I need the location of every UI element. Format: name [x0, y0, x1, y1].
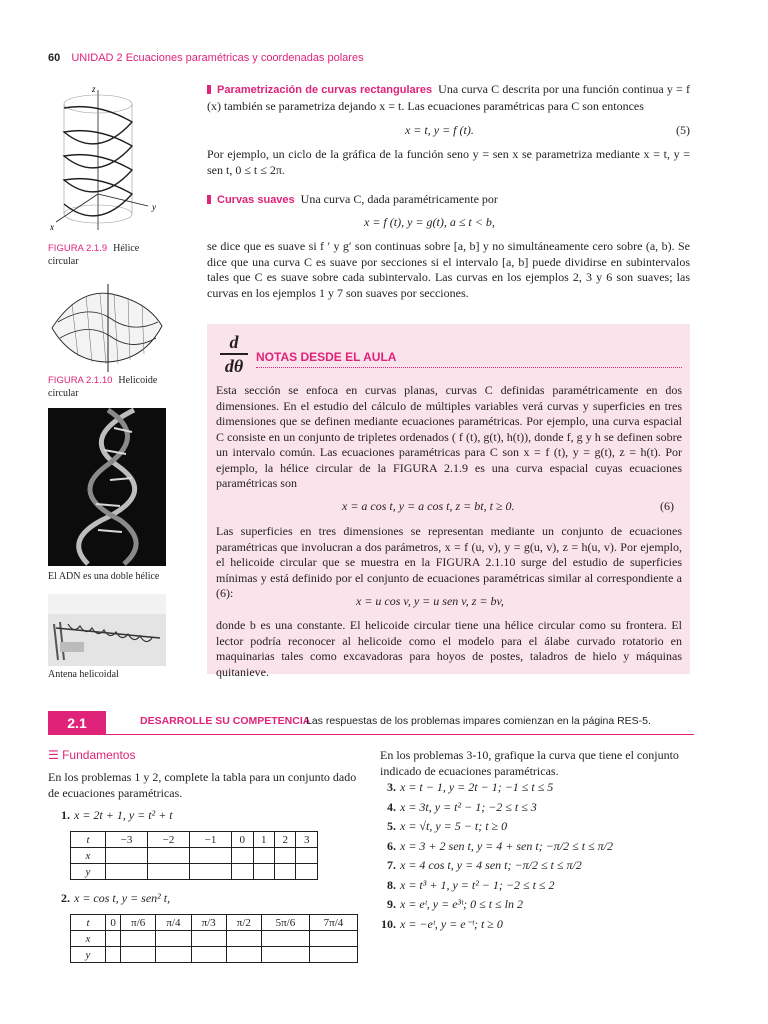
- equation-6: x = a cos t, y = a cos t, z = bt, t ≥ 0.: [342, 499, 515, 513]
- param-heading: Parametrización de curvas rectangulares: [217, 84, 433, 96]
- intro-right: En los problemas 3-10, grafique la curva que tiene el conjunto indicado de ecuaciones paramétricas.: [380, 748, 679, 778]
- table-cell: t: [86, 833, 90, 846]
- problem-number: 7.: [387, 858, 396, 872]
- list-item: [380, 895, 690, 915]
- helix-figure: [48, 82, 168, 240]
- problem-number: 5.: [387, 819, 396, 833]
- figure-label-2-1-9: FIGURA 2.1.9: [48, 243, 108, 254]
- table-cell: 0: [232, 832, 253, 848]
- figure-caption-helicoid: [48, 374, 158, 400]
- notes-para3: donde b es una constante. El helicoide circular tiene una hélice circular como su frontera. El lector podría reconocer al helicoide como el modelo para el álabe curvado rotatorio en maquinarias tales como excavadoras para hoyos de postes, taladros de hielo y máquinas quitanieve.: [216, 618, 682, 679]
- table-1: [70, 831, 318, 880]
- problem-1: [54, 806, 173, 826]
- table-cell-empty[interactable]: [106, 931, 121, 947]
- problem-text: x = cos t, y = sen² t,: [74, 891, 171, 905]
- table-cell: 0: [106, 915, 121, 931]
- notes-title: NOTAS DESDE EL AULA: [256, 350, 397, 364]
- figure-caption-helix: [48, 242, 158, 268]
- problem-text: x = −eᵗ, y = e⁻ᵗ; t ≥ 0: [400, 916, 503, 931]
- table-cell-empty[interactable]: [309, 931, 357, 947]
- table-cell-empty[interactable]: [296, 864, 318, 880]
- helicoid-figure: [48, 282, 168, 374]
- notes-para1: Esta sección se enfoca en curvas planas, curvas C definidas paramétricamente en dos dimensiones. En el estudio del cálculo de múltiples variables verá curvas y superficies en tres dimensiones que se definen mediante ecuaciones paramétricas. Por ejemplo, una curva espacial C consiste en un conjunto de tripletes ordenados ( f (t), g(t), h(t)), donde f, g y h se definen sobre un intervalo común. Las ecuaciones paramétricas para C son x = f (t), y = g(t), z = h(t). Por ejemplo, la hélice circular de la FIGURA 2.1.9 es una curva espacial cuyas ecuaciones paramétricas son: [216, 383, 682, 490]
- table-cell-empty[interactable]: [309, 947, 357, 963]
- problem-number: 2.: [61, 891, 70, 905]
- table-cell: 1: [253, 832, 274, 848]
- table-row: [71, 947, 358, 963]
- problem-2: [54, 889, 170, 909]
- running-header: [48, 52, 364, 64]
- table-cell-empty[interactable]: [106, 864, 148, 880]
- table-cell-empty[interactable]: [232, 864, 253, 880]
- problem-number: 6.: [387, 838, 396, 853]
- table-cell-empty[interactable]: [274, 864, 295, 880]
- axis-z-label: z: [92, 84, 96, 94]
- problem-number: 1.: [61, 808, 70, 822]
- table-cell-empty[interactable]: [190, 864, 232, 880]
- table-cell-empty[interactable]: [232, 848, 253, 864]
- caption-text: Helicoide circular: [48, 375, 158, 399]
- caption-text: Hélice circular: [48, 243, 140, 267]
- table-cell-empty[interactable]: [226, 931, 261, 947]
- equation-5-number: (5): [676, 123, 690, 137]
- intro-left: En los problemas 1 y 2, complete la tabla para un conjunto dado de ecuaciones paramétricas.: [48, 770, 357, 800]
- problem-text: x = eᵗ, y = e³ᵗ; 0 ≤ t ≤ ln 2: [400, 897, 523, 911]
- fraction-bar: [220, 353, 248, 355]
- problem-text: x = t − 1, y = 2t − 1; −1 ≤ t ≤ 5: [400, 780, 554, 794]
- problem-text: x = 3 + 2 sen t, y = 4 + sen t; −π/2 ≤ t ≤ π/2: [400, 838, 613, 853]
- table-row: [71, 848, 318, 864]
- list-item: [380, 817, 690, 837]
- table-cell-empty[interactable]: [274, 848, 295, 864]
- table-cell: 5π/6: [261, 915, 309, 931]
- section-note: Las respuestas de los problemas impares comienzan en la página RES-5.: [306, 715, 651, 727]
- table-cell: π/6: [121, 915, 156, 931]
- notes-para2: Las superficies en tres dimensiones se representan mediante un conjunto de ecuaciones paramétricas que involucran a dos parámetros, x = f (u, v), y = g(u, v), z = h(u, v). Por ejemplo, el helicoide circular que se muestra en la FIGURA 2.1.10 surge del estudio de superficies mínimas y está definido por el conjunto de ecuaciones paramétricas similar al correspondiente a (6):: [216, 524, 682, 600]
- list-item: [380, 778, 690, 798]
- dna-photo: [48, 408, 166, 566]
- table-cell-empty[interactable]: [106, 947, 121, 963]
- table-cell-empty[interactable]: [296, 848, 318, 864]
- table-cell: t: [86, 916, 90, 929]
- problem-number: 4.: [387, 799, 396, 814]
- table-cell-empty[interactable]: [148, 848, 190, 864]
- figure-caption-antenna: Antena helicoidal: [48, 669, 119, 680]
- section-title: DESARROLLE SU COMPETENCIA: [140, 715, 311, 727]
- problem-text: x = t³ + 1, y = t² − 1; −2 ≤ t ≤ 2: [400, 877, 555, 892]
- problem-text: x = 2t + 1, y = t² + t: [74, 808, 173, 822]
- fundamentos-heading: [48, 748, 135, 762]
- notes-divider: [256, 367, 682, 368]
- axis-x-label: x: [50, 222, 54, 232]
- fundamentos-label: Fundamentos: [62, 748, 136, 762]
- bullet-icon: [207, 195, 211, 204]
- table-cell-empty[interactable]: [261, 931, 309, 947]
- bullet-icon: [207, 85, 211, 94]
- table-cell: y: [85, 865, 91, 878]
- table-row: [71, 864, 318, 880]
- list-item: [380, 856, 690, 876]
- table-cell: π/2: [226, 915, 261, 931]
- figure-caption-dna: El ADN es una doble hélice: [48, 571, 160, 582]
- smooth-text1: Una curva C, dada paramétricamente por: [300, 192, 498, 206]
- equation-7: x = u cos v, y = u sen v, z = bv,: [356, 594, 504, 608]
- table-cell-empty[interactable]: [261, 947, 309, 963]
- table-cell-empty[interactable]: [156, 947, 191, 963]
- problem-list: [380, 778, 690, 934]
- running-title: UNIDAD 2 Ecuaciones paramétricas y coordenadas polares: [71, 52, 364, 64]
- symbol-denominator: dθ: [224, 355, 244, 376]
- table-cell: π/4: [156, 915, 191, 931]
- list-item: [380, 837, 690, 857]
- smooth-text2: se dice que es suave si f ′ y g′ son continuas sobre [a, b] y no simultáneamente cero sobre (a, b). Se dice que una curva C es suave por secciones si el intervalo [a, b] puede dividirse en subintervalos tales que C es suave sobre cada subintervalo. Las curvas en los ejemplos 2, 3 y 6 son suaves; las curvas en los ejemplos 1 y 7 son suaves por secciones.: [207, 239, 690, 300]
- exercise-section-bar: [48, 711, 694, 731]
- table-cell: 7π/4: [309, 915, 357, 931]
- table-cell-empty[interactable]: [148, 864, 190, 880]
- table-2: [70, 914, 358, 963]
- list-icon: ☰: [48, 748, 63, 762]
- section-number: 2.1: [48, 711, 106, 735]
- list-item: [380, 915, 690, 935]
- table-cell-empty[interactable]: [190, 848, 232, 864]
- problem-text: x = 4 cos t, y = 4 sen t; −π/2 ≤ t ≤ π/2: [400, 858, 582, 872]
- table-row: [71, 832, 318, 848]
- table-cell: x: [85, 849, 91, 862]
- table-cell: 3: [296, 832, 318, 848]
- problem-number: 9.: [387, 897, 396, 911]
- antenna-photo: [48, 594, 166, 666]
- table-cell-empty[interactable]: [156, 931, 191, 947]
- problem-number: 8.: [387, 877, 396, 892]
- table-cell: 2: [274, 832, 295, 848]
- equation-6-number: (6): [660, 499, 674, 513]
- table-cell-empty[interactable]: [121, 931, 156, 947]
- d-dtheta-symbol: [218, 332, 250, 376]
- table-cell-empty[interactable]: [106, 848, 148, 864]
- problem-text: x = 3t, y = t² − 1; −2 ≤ t ≤ 3: [400, 799, 537, 814]
- table-cell-empty[interactable]: [191, 947, 226, 963]
- param-section: [207, 82, 690, 114]
- page-number: 60: [48, 52, 61, 64]
- list-item: [380, 798, 690, 818]
- table-cell: π/3: [191, 915, 226, 931]
- table-cell-empty[interactable]: [253, 864, 274, 880]
- symbol-numerator: d: [229, 332, 239, 352]
- table-row: [71, 915, 358, 931]
- axis-y-label: y: [152, 202, 156, 212]
- table-cell-empty[interactable]: [226, 947, 261, 963]
- section-rule: [106, 734, 694, 735]
- table-cell-empty[interactable]: [121, 947, 156, 963]
- param-text2: Por ejemplo, un ciclo de la gráfica de la función seno y = sen x se parametriza mediante x = t, y = sen t, 0 ≤ t ≤ 2π.: [207, 147, 690, 177]
- smooth-equation: x = f (t), y = g(t), a ≤ t < b,: [364, 215, 495, 229]
- smooth-section: [207, 192, 690, 209]
- table-cell: y: [85, 948, 91, 961]
- list-item: [380, 876, 690, 896]
- problem-number: 3.: [387, 780, 396, 794]
- param-text1: Una curva C descrita por una función continua y = f (x) también se parametriza dejando x = t. Las ecuaciones paramétricas para C son entonces: [207, 82, 690, 113]
- table-cell: −3: [106, 832, 148, 848]
- table-cell-empty[interactable]: [253, 848, 274, 864]
- problem-text: x = √t, y = 5 − t; t ≥ 0: [400, 819, 508, 833]
- table-cell-empty[interactable]: [191, 931, 226, 947]
- table-cell: x: [85, 932, 91, 945]
- table-cell: −1: [190, 832, 232, 848]
- table-row: [71, 931, 358, 947]
- table-cell: −2: [148, 832, 190, 848]
- problem-number: 10.: [381, 916, 396, 931]
- equation-5: x = t, y = f (t).: [405, 123, 474, 137]
- figure-label-2-1-10: FIGURA 2.1.10: [48, 375, 113, 386]
- smooth-heading: Curvas suaves: [217, 194, 295, 206]
